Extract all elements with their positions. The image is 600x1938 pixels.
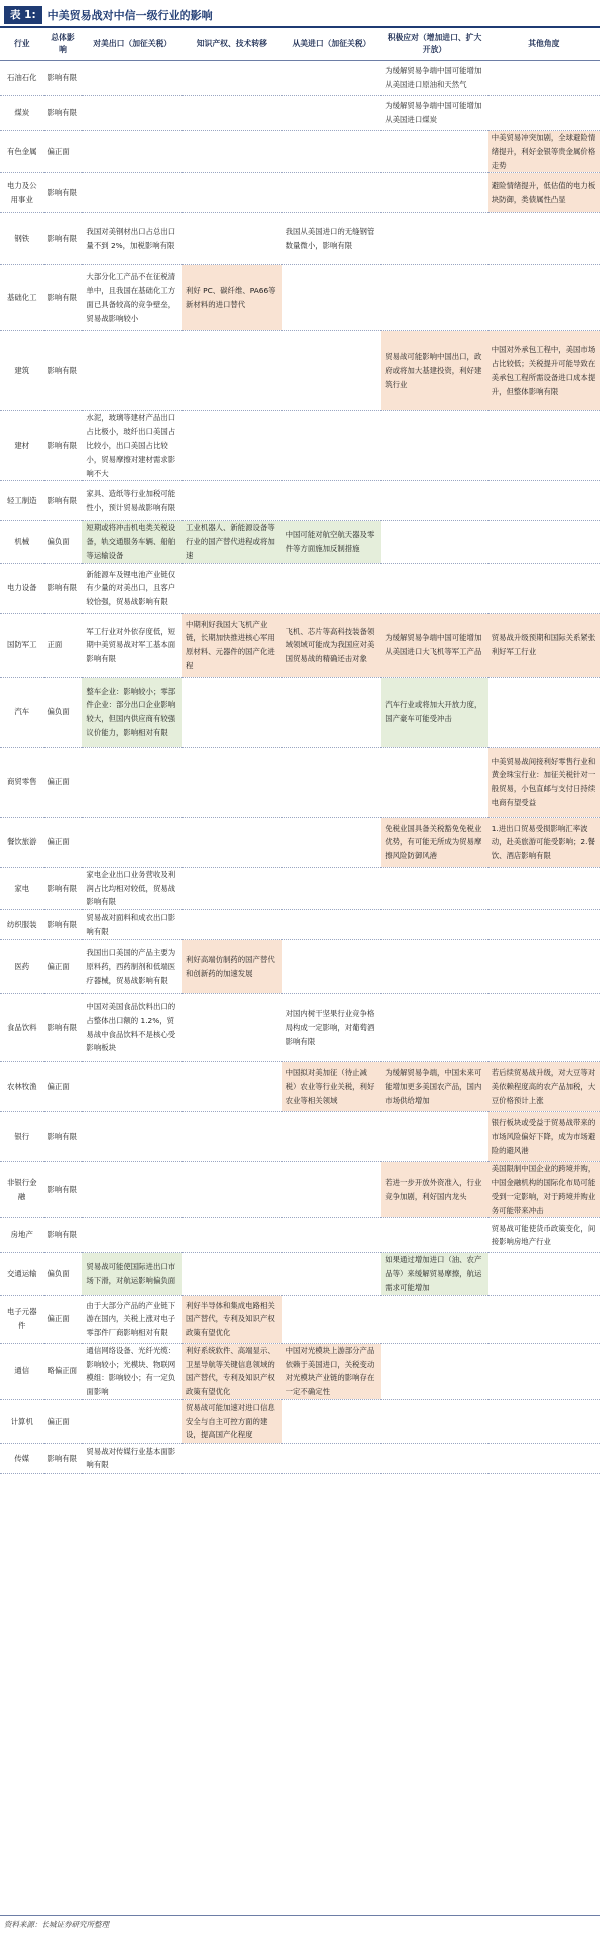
table-row: [0, 910, 600, 940]
header-ip-tech: 知识产权、技术转移: [182, 28, 282, 61]
industry-cell: 非银行金融: [0, 1162, 44, 1218]
export-cell: 通信网络设备、光纤光缆：影响较小；光模块、物联网模组：影响较小；有一定负面影响: [82, 1343, 182, 1399]
overall-impact-cell: 影响有限: [44, 411, 83, 481]
ip-tech-cell: [182, 331, 282, 411]
industry-cell: 银行: [0, 1112, 44, 1162]
overall-impact-cell: 影响有限: [44, 213, 83, 265]
import-cell: [282, 411, 382, 481]
overall-impact-cell: 影响有限: [44, 481, 83, 521]
table-row: [0, 817, 600, 867]
active-response-cell: [381, 1443, 487, 1473]
other-cell: 1.进出口贸易受损影响汇率波动，赴美旅游可能受影响；2.餐饮、酒店影响有限: [488, 817, 600, 867]
export-cell: 贸易战对面料和成衣出口影响有限: [82, 910, 182, 940]
other-cell: [488, 96, 600, 131]
ip-tech-cell: [182, 1112, 282, 1162]
other-cell: [488, 677, 600, 747]
ip-tech-cell: [182, 411, 282, 481]
overall-impact-cell: 偏正面: [44, 1399, 83, 1443]
export-cell: 新能源车及锂电池产业链仅有少量的对美出口，且客户较恰强，贸易战影响有限: [82, 563, 182, 613]
industry-cell: 通信: [0, 1343, 44, 1399]
import-cell: [282, 1162, 382, 1218]
other-cell: 贸易战升级预期和国际关系紧张利好军工行业: [488, 613, 600, 677]
table-row: [0, 677, 600, 747]
active-response-cell: [381, 867, 487, 909]
ip-tech-cell: [182, 61, 282, 96]
overall-impact-cell: 影响有限: [44, 910, 83, 940]
import-cell: [282, 96, 382, 131]
industry-cell: 石油石化: [0, 61, 44, 96]
header-other: 其他角度: [488, 28, 600, 61]
ip-tech-cell: [182, 1253, 282, 1295]
active-response-cell: [381, 563, 487, 613]
industry-cell: 电力设备: [0, 563, 44, 613]
table-row: [0, 867, 600, 909]
export-cell: [82, 1162, 182, 1218]
active-response-cell: [381, 1399, 487, 1443]
other-cell: 银行板块或受益于贸易战带来的市场风险偏好下降，成为市场避险的避风港: [488, 1112, 600, 1162]
other-cell: 美国限制中国企业的跨境并购，中国金融机构的国际化布局可能受到一定影响，对于跨境并购业务可能带来冲击: [488, 1162, 600, 1218]
industry-cell: 食品饮料: [0, 994, 44, 1062]
active-response-cell: [381, 481, 487, 521]
ip-tech-cell: [182, 1218, 282, 1253]
table-row: [0, 521, 600, 563]
export-cell: 军工行业对外依存度低，短期中美贸易战对军工基本面影响有限: [82, 613, 182, 677]
other-cell: 避险情绪提升，低估值的电力板块防御，类债属性凸显: [488, 173, 600, 213]
overall-impact-cell: 略偏正面: [44, 1343, 83, 1399]
industry-cell: 商贸零售: [0, 747, 44, 817]
active-response-cell: [381, 411, 487, 481]
industry-cell: 农林牧渔: [0, 1062, 44, 1112]
ip-tech-cell: [182, 563, 282, 613]
header-industry: 行业: [0, 28, 44, 61]
industry-cell: 机械: [0, 521, 44, 563]
overall-impact-cell: 影响有限: [44, 1443, 83, 1473]
other-cell: [488, 1253, 600, 1295]
table-row: [0, 1399, 600, 1443]
overall-impact-cell: 影响有限: [44, 994, 83, 1062]
industry-cell: 电子元器件: [0, 1295, 44, 1343]
table-row: [0, 1112, 600, 1162]
ip-tech-cell: 利好系统软件、高端显示、卫星导航等关键信息领域的国产替代，专利及知识产权政策有望优化: [182, 1343, 282, 1399]
active-response-cell: 为缓解贸易争端中国可能增加从美国进口原油和天然气: [381, 61, 487, 96]
overall-impact-cell: 偏负面: [44, 521, 83, 563]
import-cell: [282, 131, 382, 173]
table-row: [0, 1162, 600, 1218]
ip-tech-cell: [182, 1062, 282, 1112]
export-cell: 大部分化工产品不在征税清单中，且我国在基础化工方面已具备较高的竞争壁垒，贸易战影响较小: [82, 265, 182, 331]
import-cell: [282, 747, 382, 817]
other-cell: 贸易战可能使货币政策变化，间接影响房地产行业: [488, 1218, 600, 1253]
other-cell: [488, 1343, 600, 1399]
industry-cell: 钢铁: [0, 213, 44, 265]
ip-tech-cell: [182, 1162, 282, 1218]
other-cell: 若后续贸易战升级，对大豆等对美依赖程度高的农产品加税，大豆价格预计上涨: [488, 1062, 600, 1112]
overall-impact-cell: 影响有限: [44, 1112, 83, 1162]
import-cell: [282, 1295, 382, 1343]
table-row: [0, 1295, 600, 1343]
header-overall-impact: 总体影响: [44, 28, 83, 61]
ip-tech-cell: [182, 213, 282, 265]
other-cell: [488, 994, 600, 1062]
active-response-cell: [381, 213, 487, 265]
industry-cell: 有色金属: [0, 131, 44, 173]
other-cell: 中国对外承包工程中，美国市场占比较低；关税提升可能导致在美承包工程所需设备进口成本提升，但整体影响有限: [488, 331, 600, 411]
table-row: [0, 96, 600, 131]
header-import: 从美进口（加征关税）: [282, 28, 382, 61]
active-response-cell: [381, 173, 487, 213]
industry-cell: 汽车: [0, 677, 44, 747]
overall-impact-cell: 影响有限: [44, 1162, 83, 1218]
export-cell: 水泥，玻璃等建材产品出口占比极小，玻纤出口美国占比较小，出口美国占比较小，贸易摩擦对建材需求影响不大: [82, 411, 182, 481]
active-response-cell: 为缓解贸易争端，中国未来可能增加更多美国农产品，国内市场供给增加: [381, 1062, 487, 1112]
other-cell: [488, 910, 600, 940]
overall-impact-cell: 正面: [44, 613, 83, 677]
ip-tech-cell: [182, 481, 282, 521]
other-cell: [488, 867, 600, 909]
export-cell: 由于大部分产品的产业链下游在国内，关税上涨对电子零部件厂商影响相对有限: [82, 1295, 182, 1343]
active-response-cell: 汽车行业或将加大开放力度，国产豪车可能受冲击: [381, 677, 487, 747]
overall-impact-cell: 影响有限: [44, 331, 83, 411]
active-response-cell: 为缓解贸易争端中国可能增加从美国进口大飞机等军工产品: [381, 613, 487, 677]
overall-impact-cell: 偏正面: [44, 1062, 83, 1112]
active-response-cell: [381, 131, 487, 173]
export-cell: [82, 817, 182, 867]
export-cell: [82, 61, 182, 96]
import-cell: [282, 1443, 382, 1473]
table-row: [0, 563, 600, 613]
import-cell: [282, 1218, 382, 1253]
ip-tech-cell: [182, 677, 282, 747]
import-cell: [282, 563, 382, 613]
overall-impact-cell: 偏正面: [44, 817, 83, 867]
import-cell: [282, 1112, 382, 1162]
table-row: [0, 613, 600, 677]
export-cell: 家电企业出口业务营收及利润占比均相对较低，贸易战影响有限: [82, 867, 182, 909]
industry-cell: 建材: [0, 411, 44, 481]
import-cell: 中国对光模块上游部分产品依赖于美国进口，关税变动对光模块产业链的影响存在一定不确定性: [282, 1343, 382, 1399]
table-title-bar: [0, 4, 600, 28]
export-cell: 贸易战对传媒行业基本面影响有限: [82, 1443, 182, 1473]
ip-tech-cell: 利好高端仿制药的国产替代和创新药的加速发展: [182, 940, 282, 994]
industry-cell: 电力及公用事业: [0, 173, 44, 213]
import-cell: 飞机、芯片等高科技装备领域领域可能成为我国应对美国贸易战的精确还击对象: [282, 613, 382, 677]
active-response-cell: [381, 1343, 487, 1399]
ip-tech-cell: [182, 867, 282, 909]
import-cell: 中国拟对美加征（待止减税）农业等行业关税，利好农业等相关领域: [282, 1062, 382, 1112]
source-note: 资料来源：长城证券研究所整理: [4, 1920, 109, 1929]
export-cell: 中国对美国食品饮料出口的占整体出口额的 1.2%，贸易战中食品饮料不是核心受影响板块: [82, 994, 182, 1062]
import-cell: [282, 867, 382, 909]
source-divider: [0, 1915, 600, 1916]
import-cell: [282, 265, 382, 331]
other-cell: [488, 521, 600, 563]
export-cell: [82, 747, 182, 817]
overall-impact-cell: 偏正面: [44, 940, 83, 994]
export-cell: 我国出口美国的产品主要为原料药，西药制剂和低端医疗器械，贸易战影响有限: [82, 940, 182, 994]
header-active-response: 积极应对（增加进口、扩大开放）: [381, 28, 487, 61]
import-cell: [282, 1399, 382, 1443]
overall-impact-cell: 影响有限: [44, 265, 83, 331]
industry-cell: 家电: [0, 867, 44, 909]
industry-cell: 国防军工: [0, 613, 44, 677]
industry-impact-table: [0, 28, 600, 1474]
active-response-cell: [381, 1295, 487, 1343]
table-row: [0, 481, 600, 521]
export-cell: [82, 1062, 182, 1112]
active-response-cell: [381, 265, 487, 331]
export-cell: [82, 1399, 182, 1443]
overall-impact-cell: 影响有限: [44, 173, 83, 213]
export-cell: 贸易战可能使国际进出口市场下滑，对航运影响偏负面: [82, 1253, 182, 1295]
active-response-cell: [381, 1112, 487, 1162]
active-response-cell: [381, 1218, 487, 1253]
active-response-cell: [381, 994, 487, 1062]
industry-cell: 轻工制造: [0, 481, 44, 521]
other-cell: [488, 940, 600, 994]
overall-impact-cell: 影响有限: [44, 867, 83, 909]
ip-tech-cell: [182, 96, 282, 131]
import-cell: [282, 910, 382, 940]
ip-tech-cell: [182, 173, 282, 213]
active-response-cell: [381, 521, 487, 563]
overall-impact-cell: 偏负面: [44, 677, 83, 747]
export-cell: 整车企业：影响较小；零部件企业：部分出口企业影响较大，但国内供应商有较强议价能力，影响相对有限: [82, 677, 182, 747]
ip-tech-cell: 工业机器人、新能源设备等行业的国产替代进程或将加速: [182, 521, 282, 563]
active-response-cell: 如果通过增加进口（油、农产品等）来缓解贸易摩擦，航运需求可能增加: [381, 1253, 487, 1295]
overall-impact-cell: 影响有限: [44, 61, 83, 96]
other-cell: 中美贸易战间接利好零售行业和黄金珠宝行业：加征关税针对一般贸易，小包直邮与支付日持续电商有望受益: [488, 747, 600, 817]
table-row: [0, 61, 600, 96]
ip-tech-cell: 利好半导体和集成电路相关国产替代，专利及知识产权政策有望优化: [182, 1295, 282, 1343]
import-cell: [282, 173, 382, 213]
active-response-cell: 免税业国具备关税豁免免税业优势，有可能无所成为贸易摩擦风险防御风港: [381, 817, 487, 867]
active-response-cell: 若进一步开放外资准入，行业竞争加剧，利好国内龙头: [381, 1162, 487, 1218]
overall-impact-cell: 偏正面: [44, 747, 83, 817]
export-cell: [82, 131, 182, 173]
table-row: [0, 411, 600, 481]
table-row: [0, 131, 600, 173]
import-cell: [282, 481, 382, 521]
industry-cell: 基础化工: [0, 265, 44, 331]
import-cell: [282, 1253, 382, 1295]
import-cell: [282, 677, 382, 747]
export-cell: 短期或将冲击机电类关税设备，轨交通服务车辆、船舶等运输设备: [82, 521, 182, 563]
table-row: [0, 213, 600, 265]
table-row: [0, 265, 600, 331]
active-response-cell: [381, 910, 487, 940]
other-cell: [488, 1443, 600, 1473]
other-cell: [488, 265, 600, 331]
ip-tech-cell: [182, 747, 282, 817]
import-cell: [282, 817, 382, 867]
table-row: [0, 1218, 600, 1253]
overall-impact-cell: 偏正面: [44, 1295, 83, 1343]
export-cell: [82, 1218, 182, 1253]
active-response-cell: 贸易战可能影响中国出口，政府或将加大基建投资，利好建筑行业: [381, 331, 487, 411]
table-row: [0, 1343, 600, 1399]
other-cell: [488, 1399, 600, 1443]
table-row: [0, 1062, 600, 1112]
table-header-row: [0, 28, 600, 61]
table-row: [0, 1443, 600, 1473]
table-row: [0, 1253, 600, 1295]
import-cell: 中国可能对航空航天器及零件等方面施加反制措施: [282, 521, 382, 563]
table-title: 中美贸易战对中信一级行业的影响: [47, 9, 213, 22]
ip-tech-cell: [182, 994, 282, 1062]
industry-cell: 建筑: [0, 331, 44, 411]
ip-tech-cell: [182, 817, 282, 867]
ip-tech-cell: [182, 910, 282, 940]
other-cell: 中美贸易冲突加剧，全球避险情绪提升，利好金银等贵金属价格走势: [488, 131, 600, 173]
other-cell: [488, 411, 600, 481]
overall-impact-cell: 偏正面: [44, 131, 83, 173]
other-cell: [488, 213, 600, 265]
export-cell: 家具、造纸等行业加税可能性小，预计贸易战影响有限: [82, 481, 182, 521]
ip-tech-cell: 贸易战可能加速对进口信息安全与自主可控方面的建设，提高国产化程度: [182, 1399, 282, 1443]
ip-tech-cell: [182, 1443, 282, 1473]
active-response-cell: 为缓解贸易争端中国可能增加从美国进口煤炭: [381, 96, 487, 131]
import-cell: [282, 940, 382, 994]
other-cell: [488, 563, 600, 613]
export-cell: 我国对美钢材出口占总出口量不到 2%，加税影响有限: [82, 213, 182, 265]
industry-cell: 传媒: [0, 1443, 44, 1473]
industry-cell: 房地产: [0, 1218, 44, 1253]
other-cell: [488, 481, 600, 521]
table-row: [0, 747, 600, 817]
industry-cell: 交通运输: [0, 1253, 44, 1295]
overall-impact-cell: 影响有限: [44, 96, 83, 131]
ip-tech-cell: [182, 131, 282, 173]
import-cell: 我国从美国进口的无缝钢管数量微小，影响有限: [282, 213, 382, 265]
table-number-tag: 表 1:: [4, 6, 42, 24]
table-row: [0, 331, 600, 411]
table-row: [0, 940, 600, 994]
overall-impact-cell: 偏负面: [44, 1253, 83, 1295]
table-row: [0, 994, 600, 1062]
export-cell: [82, 96, 182, 131]
other-cell: [488, 61, 600, 96]
industry-cell: 计算机: [0, 1399, 44, 1443]
import-cell: [282, 331, 382, 411]
export-cell: [82, 331, 182, 411]
overall-impact-cell: 影响有限: [44, 563, 83, 613]
industry-cell: 纺织服装: [0, 910, 44, 940]
active-response-cell: [381, 940, 487, 994]
import-cell: 对国内树干坚果行业竞争格局构成一定影响，对葡萄酒影响有限: [282, 994, 382, 1062]
industry-cell: 煤炭: [0, 96, 44, 131]
other-cell: [488, 1295, 600, 1343]
table-row: [0, 173, 600, 213]
industry-cell: 餐饮旅游: [0, 817, 44, 867]
overall-impact-cell: 影响有限: [44, 1218, 83, 1253]
ip-tech-cell: 中期利好我国大飞机产业链，长期加快推进核心军用原材料、元器件的国产化进程: [182, 613, 282, 677]
export-cell: [82, 173, 182, 213]
import-cell: [282, 61, 382, 96]
industry-cell: 医药: [0, 940, 44, 994]
ip-tech-cell: 利好 PC、碳纤维、PA66等新材料的进口替代: [182, 265, 282, 331]
active-response-cell: [381, 747, 487, 817]
header-export: 对美出口（加征关税）: [82, 28, 182, 61]
export-cell: [82, 1112, 182, 1162]
